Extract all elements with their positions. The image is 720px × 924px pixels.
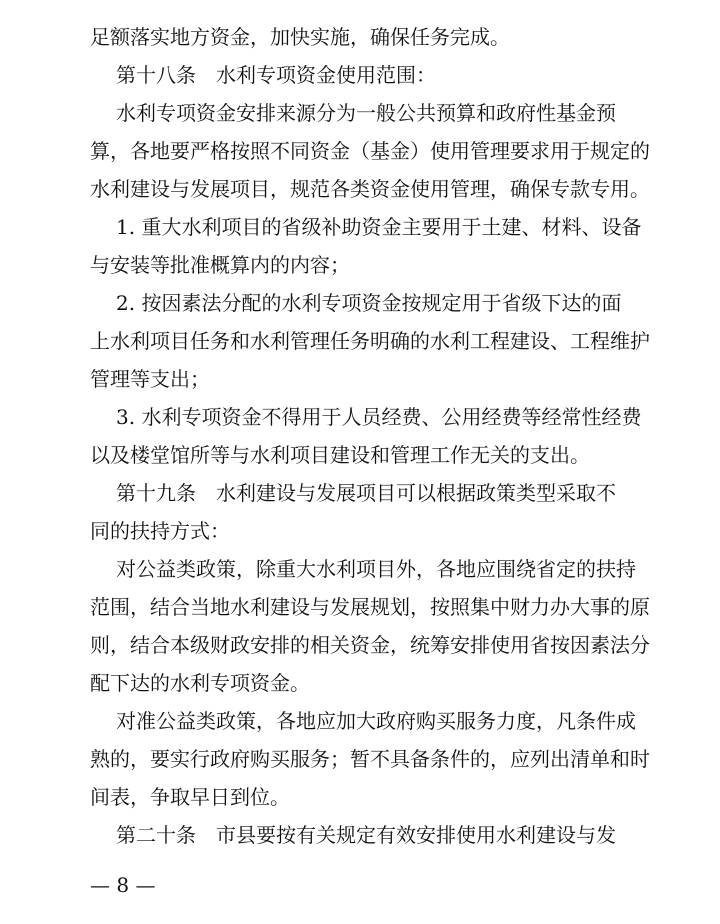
text-line-8: 2. 按因素法分配的水利专项资金按规定用于省级下达的面: [116, 291, 622, 315]
text-line-14: 同的扶持方式：: [90, 519, 230, 543]
text-line-15: 对公益类政策，除重大水利项目外，各地应围绕省定的扶持: [116, 557, 636, 581]
text-line-5: 水利建设与发展项目，规范各类资金使用管理，确保专款专用。: [90, 177, 650, 201]
text-line-2: 第十八条 水利专项资金使用范围：: [116, 63, 436, 87]
text-line-21: 间表，争取早日到位。: [90, 785, 290, 809]
text-line-16: 范围，结合当地水利建设与发展规划，按照集中财力办大事的原: [90, 595, 650, 619]
text-line-7: 与安装等批准概算内的内容；: [90, 253, 350, 277]
text-line-3: 水利专项资金安排来源分为一般公共预算和政府性基金预: [116, 101, 616, 125]
text-line-17: 则，结合本级财政安排的相关资金，统筹安排使用省按因素法分: [90, 633, 650, 657]
text-line-9: 上水利项目任务和水利管理任务明确的水利工程建设、工程维护: [90, 329, 650, 353]
text-line-11: 3. 水利专项资金不得用于人员经费、公用经费等经常性经费: [116, 405, 642, 429]
text-line-6: 1. 重大水利项目的省级补助资金主要用于土建、材料、设备: [116, 215, 642, 239]
text-line-4: 算，各地要严格按照不同资金（基金）使用管理要求用于规定的: [90, 139, 650, 163]
text-line-12: 以及楼堂馆所等与水利项目建设和管理工作无关的支出。: [90, 443, 590, 467]
text-line-18: 配下达的水利专项资金。: [90, 671, 310, 695]
text-line-1: 足额落实地方资金，加快实施，确保任务完成。: [90, 25, 510, 49]
text-line-22: 第二十条 市县要按有关规定有效安排使用水利建设与发: [116, 823, 616, 847]
text-line-10: 管理等支出；: [90, 367, 210, 391]
text-line-20: 熟的，要实行政府购买服务；暂不具备条件的，应列出清单和时: [90, 747, 650, 771]
text-line-19: 对准公益类政策，各地应加大政府购买服务力度，凡条件成: [116, 709, 636, 733]
text-line-13: 第十九条 水利建设与发展项目可以根据政策类型采取不: [116, 481, 616, 505]
page-number: — 8 —: [90, 873, 156, 897]
